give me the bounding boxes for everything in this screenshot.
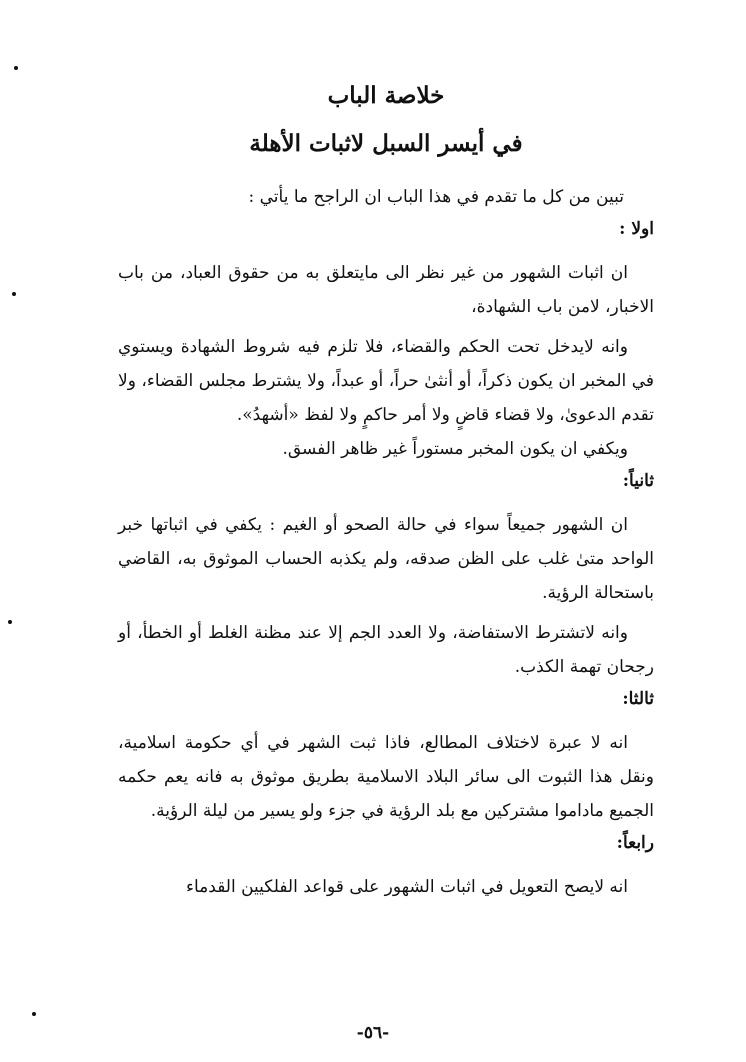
paragraph: ويكفي ان يكون المخبر مستوراً غير ظاهر الفسق. (282, 439, 628, 459)
scan-speck (8, 620, 12, 624)
section-label-first: اولا : (619, 219, 654, 239)
scan-speck (12, 292, 16, 296)
intro-paragraph: تبين من كل ما تقدم في هذا الباب ان الراجح ما يأتي : (248, 187, 624, 207)
page-number: -٥٦- (356, 1023, 390, 1043)
scan-speck (32, 1012, 36, 1016)
text-block (118, 78, 654, 904)
section-label-second: ثانياً: (622, 471, 654, 491)
chapter-summary-title: خلاصة الباب (327, 82, 445, 109)
paragraph: ان الشهور جميعاً سواء في حالة الصحو أو الغيم : يكفي في اثباتها خبر الواحد متىٰ غلب على الظن صدقه، ولم يكذبه الحساب الموثوق به، القاضي باستحالة الرؤية. (118, 515, 654, 603)
paragraph: انه لايصح التعويل في اثبات الشهور على قواعد الفلكيين القدماء (186, 877, 628, 897)
scan-speck (14, 66, 18, 70)
section-label-fourth: رابعاً: (616, 833, 654, 853)
paragraph: وانه لايدخل تحت الحكم والقضاء، فلا تلزم فيه شروط الشهادة ويستوي في المخبر ان يكون ذكراً، أو أنثىٰ حراً، أو عبداً، ولا يشترط مجلس القضاء، ولا تقدم الدعوىٰ، ولا قضاء قاضٍ ولا أمر حاكمٍ ولا لفظ «أشهدُ». (118, 337, 654, 425)
chapter-summary-subtitle: في أيسر السبل لاثبات الأهلة (249, 130, 523, 157)
paragraph: وانه لاتشترط الاستفاضة، ولا العدد الجم إلا عند مظنة الغلط أو الخطأ، أو رجحان تهمة الكذب. (118, 623, 654, 677)
paragraph: ان اثبات الشهور من غير نظر الى مايتعلق به من حقوق العباد، من باب الاخبار، لامن باب الشهادة، (118, 263, 654, 317)
section-label-third: ثالثا: (622, 689, 654, 709)
paragraph: انه لا عبرة لاختلاف المطالع، فاذا ثبت الشهر في أي حكومة اسلامية، ونقل هذا الثبوت الى سائر البلاد الاسلامية بطريق موثوق به فانه يعم حكمه الجميع ماداموا مشتركين مع بلد الرؤية في جزء ولو يسير من ليلة الرؤية. (118, 733, 654, 821)
